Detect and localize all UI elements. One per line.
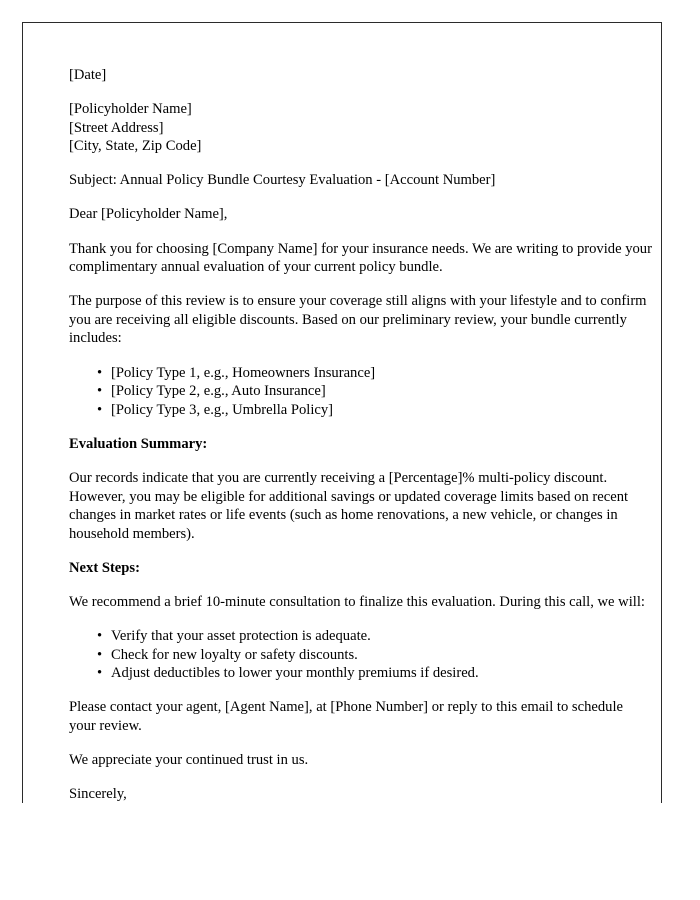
list-item: • [Policy Type 2, e.g., Auto Insurance] — [111, 382, 653, 401]
list-item: • Adjust deductibles to lower your monthly premiums if desired. — [111, 664, 653, 683]
salutation: Dear [Policyholder Name], — [69, 206, 228, 223]
date-line: [Date] — [69, 67, 107, 83]
letter-content — [69, 45, 653, 804]
list-item: • Check for new loyalty or safety discounts. — [111, 646, 653, 665]
recipient-street: [Street Address] — [69, 119, 164, 136]
bundle-items-list — [69, 364, 653, 420]
next-steps-intro: We recommend a brief 10-minute consultation to finalize this evaluation. During this call, we will: — [69, 593, 645, 610]
recipient-city-state-zip: [City, State, Zip Code] — [69, 138, 202, 155]
contact-paragraph: Please contact your agent, [Agent Name], at [Phone Number] or reply to this email to schedule your review. — [69, 699, 623, 734]
evaluation-summary-heading: Evaluation Summary: — [69, 435, 208, 452]
evaluation-summary-body: Our records indicate that you are currently receiving a [Percentage]% multi-policy discount. However, you may be eligible for additional savings or updated coverage limits based on recent changes in market rates or life events (such as home renovations, a new vehicle, or changes in household members). — [69, 469, 629, 542]
letter-page — [22, 22, 662, 803]
sign-off: Sincerely, — [69, 786, 127, 803]
recipient-name: [Policyholder Name] — [69, 101, 192, 118]
closing-paragraph: We appreciate your continued trust in us. — [69, 751, 309, 768]
list-item: • [Policy Type 1, e.g., Homeowners Insurance] — [111, 364, 653, 383]
recipient-address-block — [69, 100, 653, 156]
subject-line: Subject: Annual Policy Bundle Courtesy Evaluation - [Account Number] — [69, 172, 496, 189]
next-steps-heading: Next Steps: — [69, 559, 140, 576]
paragraph-intro: Thank you for choosing [Company Name] for your insurance needs. We are writing to provide your complimentary annual evaluation of your current policy bundle. — [69, 240, 652, 276]
list-item: • Verify that your asset protection is adequate. — [111, 627, 653, 646]
list-item: • [Policy Type 3, e.g., Umbrella Policy] — [111, 401, 653, 420]
next-steps-list — [69, 627, 653, 683]
paragraph-purpose: The purpose of this review is to ensure your coverage still aligns with your lifestyle and to confirm you are receiving all eligible discounts. Based on our preliminary review, your bundle currently includes: — [69, 293, 647, 347]
